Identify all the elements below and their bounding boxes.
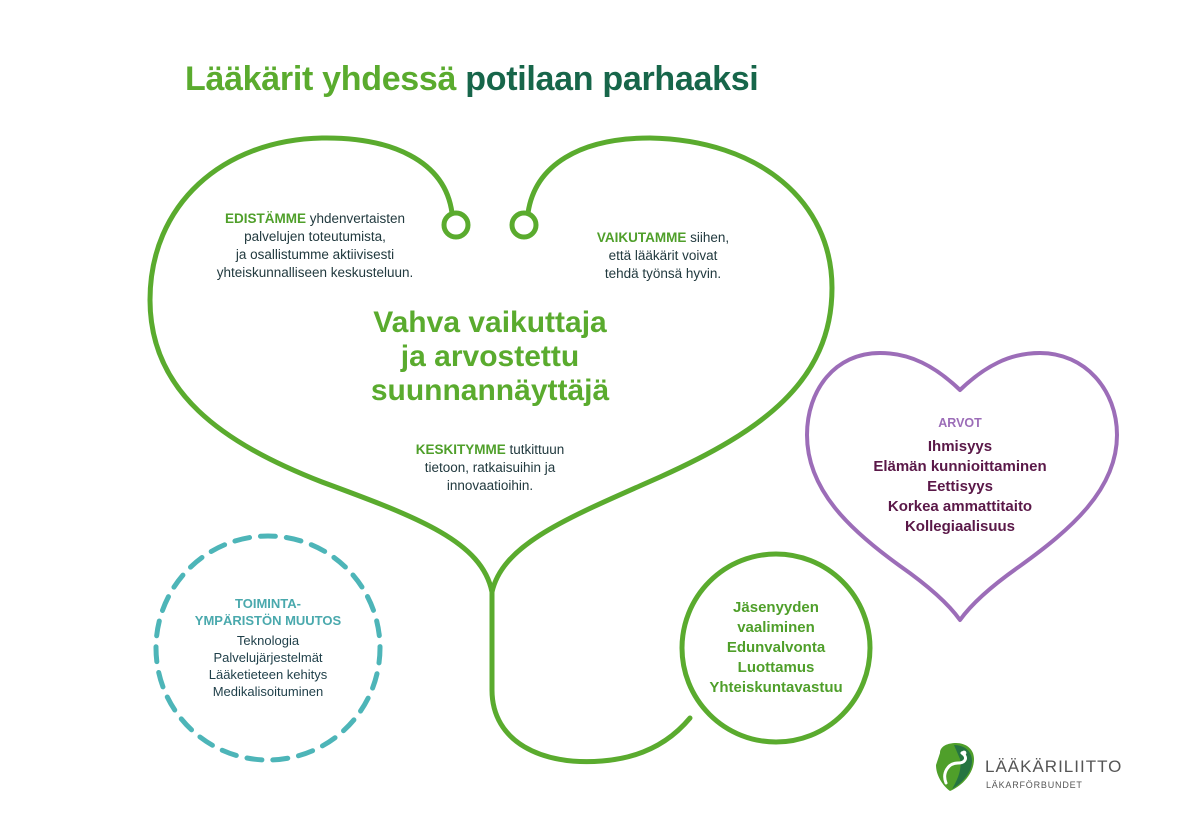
vision-line-1: Vahva vaikuttaja [373, 306, 607, 339]
page-title [185, 60, 758, 99]
vision-line-3: suunnannäyttäjä [370, 374, 610, 407]
environment-item: Medikalisoituminen [212, 684, 324, 699]
keskitymme-keyword: KESKITYMME [415, 442, 506, 457]
vision-line-2: ja arvostettu [400, 340, 580, 373]
tasks-block [686, 598, 866, 698]
edistamme-line-4: yhteiskunnalliseen keskusteluun. [216, 265, 414, 280]
value-item: Korkea ammattitaito [887, 498, 1033, 515]
task-item: Jäsenyyden [733, 599, 819, 616]
environment-item: Teknologia [236, 633, 300, 648]
environment-change-block [168, 595, 368, 700]
edistamme-line-3: ja osallistumme aktiivisesti [235, 247, 395, 262]
stethoscope-tube [492, 592, 690, 762]
vision-statement [330, 306, 650, 408]
edistamme-line-1: yhdenvertaisten [309, 211, 406, 226]
value-item: Eettisyys [927, 478, 993, 495]
logo-subname: LÄKARFÖRBUNDET [986, 780, 1083, 790]
environment-heading-2: YMPÄRISTÖN MUUTOS [194, 613, 342, 628]
keskitymme-text [365, 441, 615, 495]
keskitymme-line-1: tutkittuun [509, 442, 565, 457]
vaikutamme-line-1: siihen, [690, 230, 730, 245]
environment-item: Palvelujärjestelmät [213, 650, 323, 665]
logo-name: LÄÄKÄRILIITTO [985, 757, 1123, 776]
environment-item: Lääketieteen kehitys [208, 667, 328, 682]
vaikutamme-keyword: VAIKUTAMME [596, 230, 687, 245]
title-part-2: potilaan parhaaksi [465, 60, 759, 98]
title-part-1: Lääkärit yhdessä [185, 60, 457, 98]
vaikutamme-line-2: että lääkärit voivat [608, 248, 718, 263]
value-item: Elämän kunnioittaminen [873, 458, 1047, 475]
values-block [850, 415, 1070, 537]
keskitymme-line-3: innovaatioihin. [446, 478, 534, 493]
value-item: Kollegiaalisuus [904, 518, 1016, 535]
edistamme-line-2: palvelujen toteutumista, [244, 229, 386, 244]
value-item: Ihmisyys [927, 438, 993, 455]
task-item: Yhteiskuntavastuu [709, 679, 843, 696]
edistamme-keyword: EDISTÄMME [224, 211, 306, 226]
edistamme-text [175, 210, 455, 282]
earpiece-right [512, 213, 536, 237]
vaikutamme-line-3: tehdä työnsä hyvin. [604, 266, 722, 281]
environment-heading-1: TOIMINTA- [235, 596, 301, 611]
values-heading: ARVOT [938, 416, 982, 430]
keskitymme-line-2: tietoon, ratkaisuihin ja [424, 460, 556, 475]
task-item: Luottamus [737, 659, 815, 676]
task-item: Edunvalvonta [726, 639, 826, 656]
stethoscope-snake-logo-icon [936, 743, 974, 791]
vaikutamme-text [563, 229, 763, 283]
task-item: vaaliminen [737, 619, 815, 636]
